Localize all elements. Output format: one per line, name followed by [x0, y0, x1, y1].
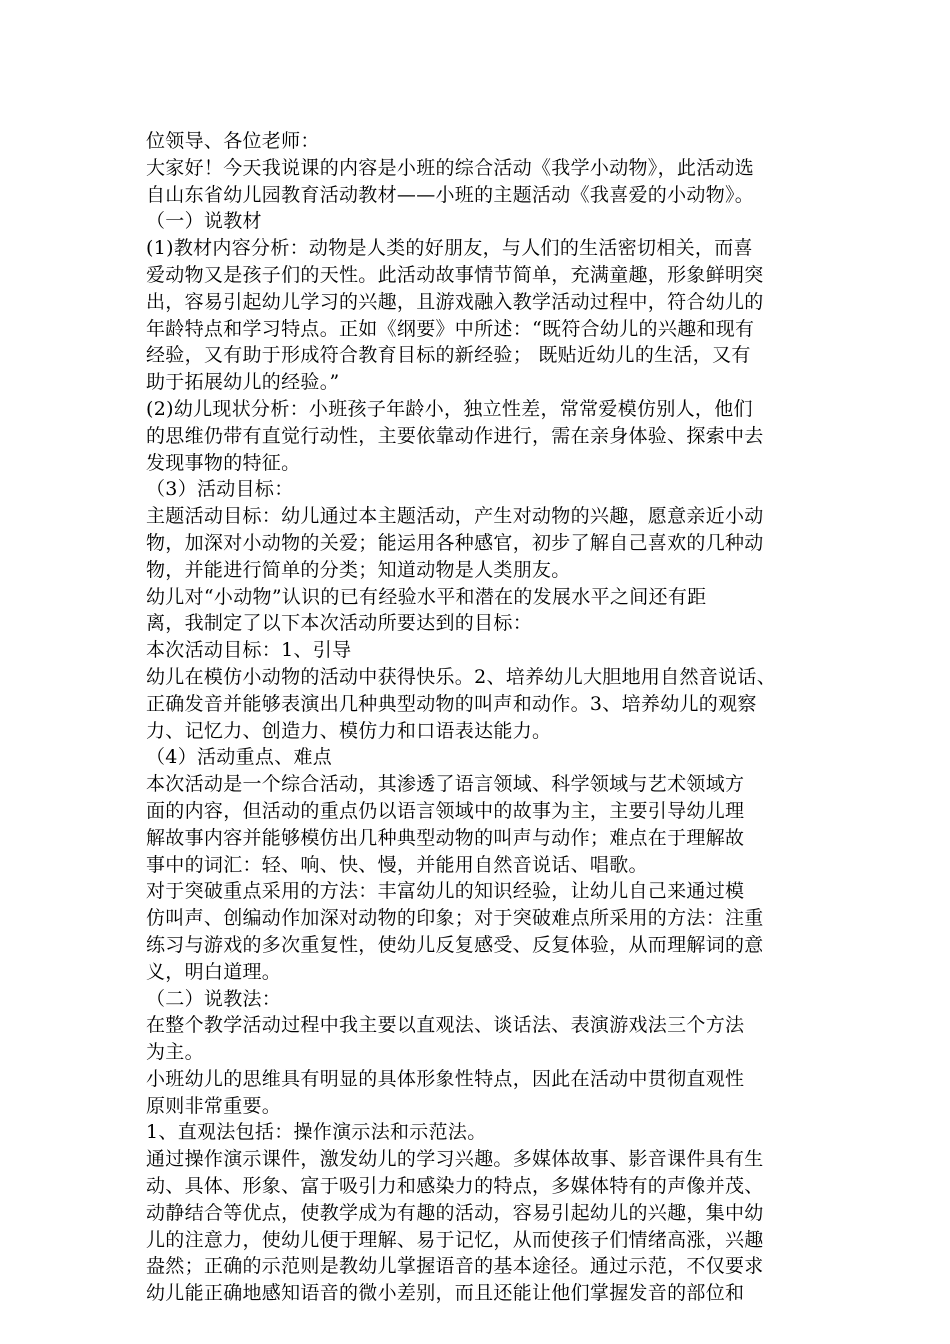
text-line: 在整个教学活动过程中我主要以直观法、谈话法、表演游戏法三个方法	[146, 1014, 745, 1037]
section-heading: （3）活动目标：	[146, 478, 294, 501]
text-line: 发现事物的特征。	[146, 451, 301, 474]
text-line: 幼儿对“小动物”认识的已有经验水平和潜在的发展水平之间还有距	[146, 585, 707, 608]
section-heading: （二）说教法：	[146, 987, 282, 1010]
section-heading: （一）说教材	[146, 210, 262, 233]
text-line: 位领导、各位老师：	[146, 130, 320, 152]
document-body	[146, 128, 816, 1307]
text-line: 力、记忆力、创造力、模仿力和口语表达能力。	[146, 719, 552, 742]
text-line: 为主。	[146, 1041, 204, 1064]
text-line: 盎然；正确的示范则是教幼儿掌握语音的基本途径。通过示范，不仅要求	[146, 1255, 764, 1278]
text-line: 本次活动是一个综合活动，其渗透了语言领域、科学领域与艺术领域方	[146, 773, 745, 796]
text-line: 助于拓展幼儿的经验。”	[146, 371, 340, 394]
text-line: 物，并能进行简单的分类；知道动物是人类朋友。	[146, 558, 571, 581]
text-line: 本次活动目标：1、引导	[146, 639, 352, 662]
text-line: 正确发音并能够表演出几种典型动物的叫声和动作。3、培养幼儿的观察	[146, 692, 757, 715]
text-line: 自山东省幼儿园教育活动教材——小班的主题活动《我喜爱的小动物》。	[146, 183, 755, 206]
text-line: 解故事内容并能够模仿出几种典型动物的叫声与动作；难点在于理解故	[146, 826, 745, 849]
text-line: 1、直观法包括：操作演示法和示范法。	[146, 1121, 487, 1144]
text-line: 离，我制定了以下本次活动所要达到的目标：	[146, 612, 533, 635]
text-line: 主题活动目标：幼儿通过本主题活动，产生对动物的兴趣，愿意亲近小动	[146, 505, 764, 528]
text-line: 原则非常重要。	[146, 1094, 282, 1117]
section-heading: （4）活动重点、难点	[146, 746, 333, 769]
text-line: 经验，又有助于形成符合教育目标的新经验； 既贴近幼儿的生活，又有	[146, 344, 751, 367]
text-line: 幼儿能正确地感知语音的微小差别，而且还能让他们掌握发音的部位和	[146, 1282, 745, 1305]
text-line: 的思维仍带有直觉行动性，主要依靠动作进行，需在亲身体验、探索中去	[146, 424, 764, 447]
text-line: 事中的词汇：轻、响、快、慢，并能用自然音说话、唱歌。	[146, 853, 648, 876]
text-line: 通过操作演示课件，激发幼儿的学习兴趣。多媒体故事、影音课件具有生	[146, 1148, 764, 1171]
text-line: 练习与游戏的多次重复性，使幼儿反复感受、反复体验，从而理解词的意	[146, 933, 764, 956]
text-line: 动、具体、形象、富于吸引力和感染力的特点，多媒体特有的声像并茂、	[146, 1175, 764, 1198]
text-line: 年龄特点和学习特点。正如《纲要》中所述：“既符合幼儿的兴趣和现有	[146, 317, 755, 340]
text-line: 小班幼儿的思维具有明显的具体形象性特点，因此在活动中贯彻直观性	[146, 1067, 745, 1090]
text-line: 爱动物又是孩子们的天性。此活动故事情节简单，充满童趣，形象鲜明突	[146, 263, 764, 286]
text-line: 义，明白道理。	[146, 960, 282, 983]
text-line: (1)教材内容分析：动物是人类的好朋友，与人们的生活密切相关，而喜	[146, 237, 753, 260]
text-line: 对于突破重点采用的方法：丰富幼儿的知识经验，让幼儿自己来通过模	[146, 880, 745, 903]
text-line: 幼儿在模仿小动物的活动中获得快乐。2、培养幼儿大胆地用自然音说话、	[146, 665, 776, 688]
text-line: 儿的注意力，使幼儿便于理解、易于记忆，从而使孩子们情绪高涨，兴趣	[146, 1228, 764, 1251]
text-line: 大家好！今天我说课的内容是小班的综合活动《我学小动物》，此活动选	[146, 156, 755, 179]
text-line: 物，加深对小动物的关爱；能运用各种感官，初步了解自己喜欢的几种动	[146, 531, 764, 554]
text-line: 仿叫声、创编动作加深对动物的印象；对于突破难点所采用的方法：注重	[146, 907, 764, 930]
text-line: 出，容易引起幼儿学习的兴趣，且游戏融入教学活动过程中，符合幼儿的	[146, 290, 764, 313]
text-line: 动静结合等优点，使教学成为有趣的活动，容易引起幼儿的兴趣，集中幼	[146, 1201, 764, 1224]
text-line: (2)幼儿现状分析：小班孩子年龄小，独立性差，常常爱模仿别人，他们	[146, 397, 753, 420]
text-line: 面的内容，但活动的重点仍以语言领域中的故事为主，主要引导幼儿理	[146, 799, 745, 822]
